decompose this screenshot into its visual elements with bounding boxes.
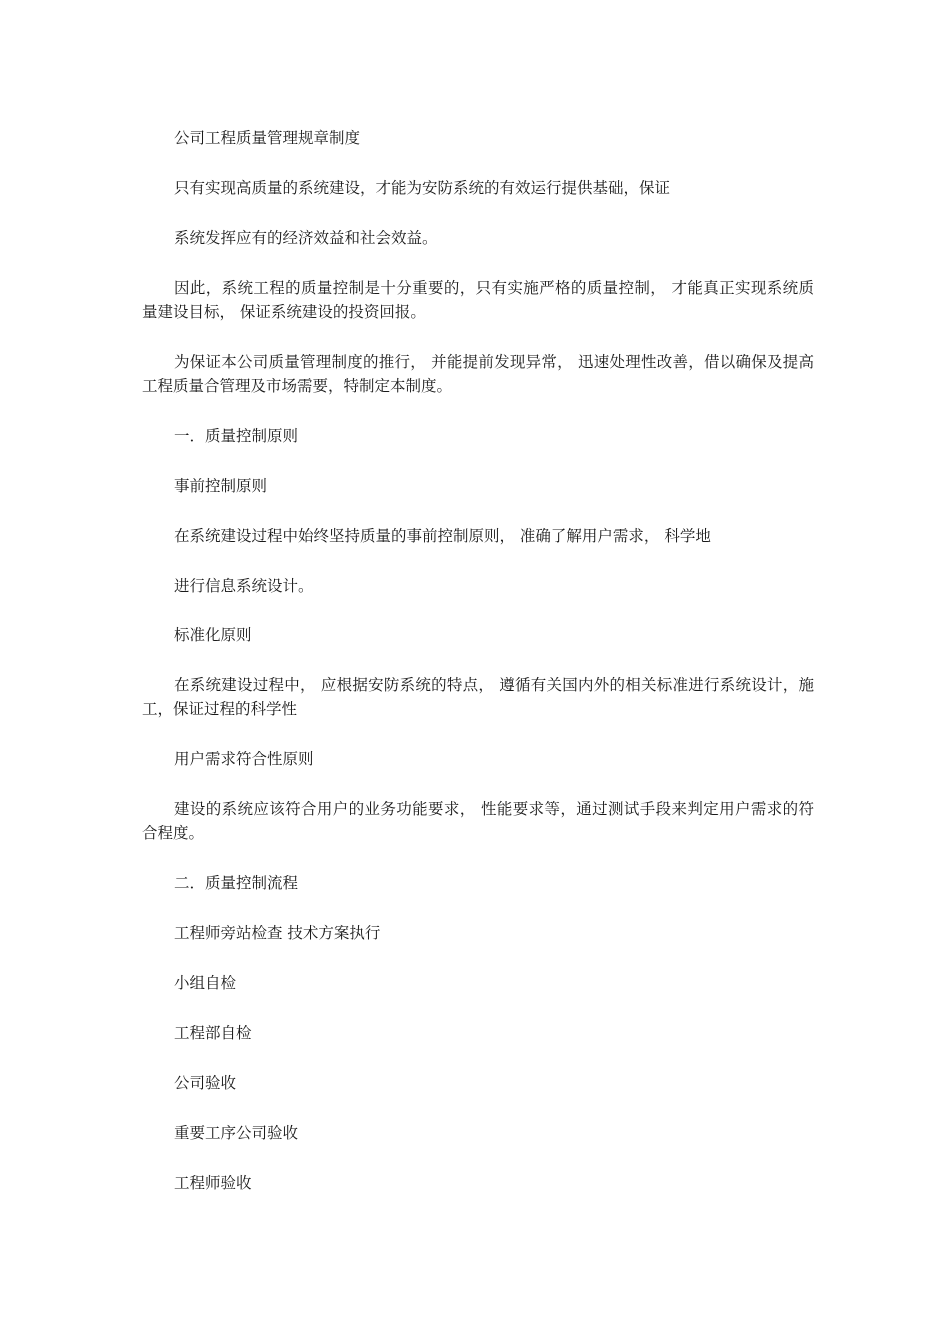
paragraph: 为保证本公司质量管理制度的推行， 并能提前发现异常， 迅速处理性改善，借以确保及提高工程质量合管理及市场需要，特制定本制度。	[142, 353, 814, 395]
flow-step: 小组自检	[174, 974, 237, 992]
subsection-title: 用户需求符合性原则	[174, 750, 314, 768]
flow-step: 工程部自检	[174, 1024, 252, 1042]
flow-step: 公司验收	[174, 1074, 237, 1092]
paragraph-line: 只有实现高质量的系统建设，才能为安防系统的有效运行提供基础，保证	[174, 179, 671, 197]
paragraph: 因此，系统工程的质量控制是十分重要的，只有实施严格的质量控制， 才能真正实现系统质量建设目标， 保证系统建设的投资回报。	[142, 279, 814, 321]
paragraph: 建设的系统应该符合用户的业务功能要求， 性能要求等，通过测试手段来判定用户需求的符合程度。	[142, 800, 814, 842]
subsection-title: 标准化原则	[174, 626, 252, 644]
flow-step: 工程师旁站检查 技术方案执行	[174, 924, 381, 942]
paragraph-line: 进行信息系统设计。	[174, 577, 314, 595]
subsection-title: 事前控制原则	[174, 477, 268, 495]
paragraph: 在系统建设过程中， 应根据安防系统的特点， 遵循有关国内外的相关标准进行系统设计，施工，保证过程的科学性	[142, 676, 814, 718]
paragraph-line: 在系统建设过程中始终坚持质量的事前控制原则， 准确了解用户需求， 科学地	[174, 527, 711, 545]
document-title: 公司工程质量管理规章制度	[174, 129, 361, 147]
flow-step: 工程师验收	[174, 1174, 252, 1192]
flow-step: 重要工序公司验收	[174, 1124, 299, 1142]
section-heading: 一．质量控制原则	[174, 427, 299, 445]
section-heading: 二．质量控制流程	[174, 874, 299, 892]
paragraph-line: 系统发挥应有的经济效益和社会效益。	[174, 229, 438, 247]
